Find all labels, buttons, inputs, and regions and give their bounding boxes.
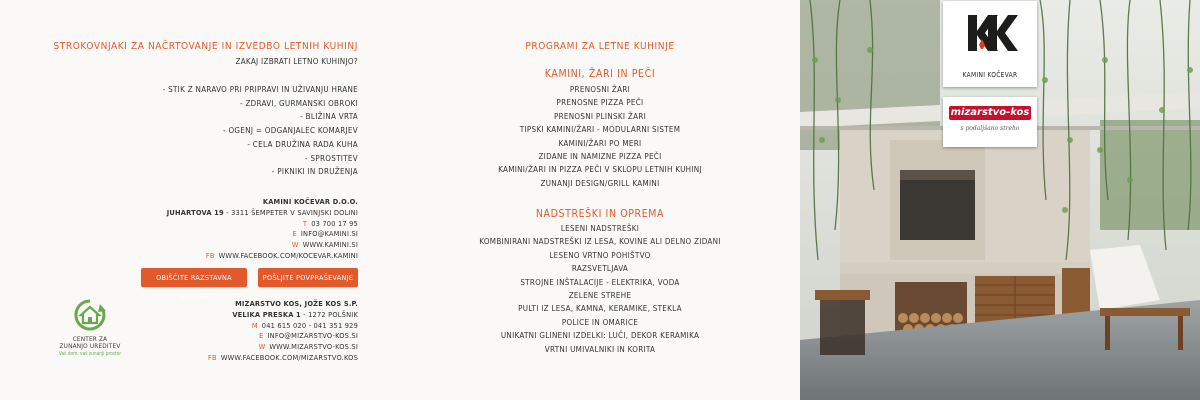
kamini-address: JUHARTOVA 19 - 3311 ŠEMPETER V SAVINJSKI DOLINI xyxy=(166,207,358,217)
main-heading: STROKOVNJAKI ZA NAČRTOVANJE IN IZVEDBO LETNIH KUHINJ xyxy=(53,41,358,52)
house-cycle-icon xyxy=(72,298,108,332)
list-item: - BLIŽINA VRTA xyxy=(300,112,358,122)
czu-name-line1: CENTER ZA xyxy=(72,335,108,343)
outdoor-kitchen-photo xyxy=(800,0,1200,400)
mizarstvo-kos-tagline: s podaljšano streho xyxy=(960,125,1020,132)
list-item: POLICE IN OMARICE xyxy=(561,317,639,327)
list-item: STROJNE INŠTALACIJE - ELEKTRIKA, VODA xyxy=(520,277,680,287)
kamini-company: KAMINI KOČEVAR D.O.O. xyxy=(262,197,358,206)
list-item: KAMINI/ŽARI PO MERI xyxy=(558,138,642,148)
list-item: LESENI NADSTREŠKI xyxy=(560,224,640,233)
list-item: - SPROSTITEV xyxy=(304,153,358,163)
czu-tagline: Vaš dom, vaš zunanji prostor xyxy=(58,351,122,357)
list-item: LESENO VRTNO POHIŠTVO xyxy=(549,250,651,260)
fireplaces-list xyxy=(400,83,800,190)
kamini-kocevar-logo-text: KAMINI KOČEVAR xyxy=(962,71,1018,79)
list-item: PULTI IZ LESA, KAMNA, KERAMIKE, STEKLA xyxy=(518,304,682,314)
list-item: ZIDANE IN NAMIZNE PIZZA PEČI xyxy=(538,152,662,162)
kk-logo-icon xyxy=(943,1,1037,69)
mizarstvo-email[interactable]: E INFO@MIZARSTVO-KOS.SI xyxy=(259,331,358,341)
list-item: VRTNI UMIVALNIKI IN KORITA xyxy=(544,344,656,354)
mizarstvo-mobile: M 041 615 020 - 041 351 929 xyxy=(251,320,358,330)
list-item: UNIKATNI GLINENI IZDELKI: LUČI, DEKOR KERAMIKA xyxy=(500,331,700,341)
kamini-phone: T 03 700 17 95 xyxy=(302,218,358,228)
kamini-contact xyxy=(167,197,358,262)
center-za-zunanjo-ureditev-logo xyxy=(56,298,124,357)
kamini-facebook[interactable]: FB WWW.FACEBOOK.COM/KOCEVAR.KAMINI xyxy=(205,250,358,260)
list-item: PRENOSNI ŽARI xyxy=(569,85,631,94)
mizarstvo-kos-logo xyxy=(943,97,1037,147)
kamini-kocevar-logo xyxy=(943,1,1037,87)
list-item: - ZDRAVI, GURMANSKI OBROKI xyxy=(239,98,358,108)
list-item: - OGENJ = ODGANJALEC KOMARJEV xyxy=(222,126,358,136)
section-fireplaces-title: KAMINI, ŽARI IN PEČI xyxy=(544,68,656,80)
middle-panel xyxy=(400,0,800,400)
mizarstvo-web[interactable]: W WWW.MIZARSTVO-KOS.SI xyxy=(258,342,358,352)
mizarstvo-address: VELIKA PRESKA 1 - 1272 POLŠNIK xyxy=(232,309,358,319)
list-item: KOMBINIRANI NADSTREŠKI IZ LESA, KOVINE ALI DELNO ZIDANI xyxy=(479,237,721,247)
why-subheading: ZAKAJ IZBRATI LETNO KUHINJO? xyxy=(235,57,358,66)
list-item: PRENOSNE PIZZA PEČI xyxy=(556,98,644,108)
mizarstvo-kos-wordmark: mizarstvo-kos xyxy=(950,107,1030,118)
list-item: KAMINI/ŽARI IN PIZZA PEČI V SKLOPU LETNIH KUHINJ xyxy=(498,165,702,175)
list-item: RAZSVETLJAVA xyxy=(571,264,629,274)
mizarstvo-facebook[interactable]: FB WWW.FACEBOOK.COM/MIZARSTVO.KOS xyxy=(208,352,358,362)
list-item: TIPSKI KAMINI/ŽARI - MODULARNI SISTEM xyxy=(519,125,681,135)
left-panel xyxy=(0,0,400,400)
kamini-web[interactable]: W WWW.KAMINI.SI xyxy=(291,240,358,250)
kamini-email[interactable]: E INFO@KAMINI.SI xyxy=(292,229,358,239)
list-item: - PIKNIKI IN DRUŽENJA xyxy=(271,167,358,177)
list-item: - CELA DRUŽINA RADA KUHA xyxy=(247,139,358,149)
list-item: - STIK Z NARAVO PRI PRIPRAVI IN UŽIVANJU HRANE xyxy=(162,85,358,94)
mizarstvo-contact xyxy=(208,299,358,364)
programs-heading: PROGRAMI ZA LETNE KUHINJE xyxy=(525,41,675,52)
czu-name-line2: ZUNANJO UREDITEV xyxy=(59,342,121,351)
canopies-list xyxy=(400,222,800,356)
list-item: ZELENE STREHE xyxy=(568,291,632,301)
list-item: ZUNANJI DESIGN/GRILL KAMINI xyxy=(540,178,660,188)
mizarstvo-company: MIZARSTVO KOS, JOŽE KOS S.P. xyxy=(235,299,358,308)
list-item: PRENOSNI PLINSKI ŽARI xyxy=(553,111,647,121)
send-inquiry-button[interactable]: POŠLJITE POVPRAŠEVANJE xyxy=(258,268,358,287)
visit-showroom-button[interactable]: OBIŠČITE RAZSTAVNA SALONA xyxy=(141,268,247,287)
section-canopies-title: NADSTREŠKI IN OPREMA xyxy=(535,208,665,220)
reasons-list xyxy=(163,83,358,179)
